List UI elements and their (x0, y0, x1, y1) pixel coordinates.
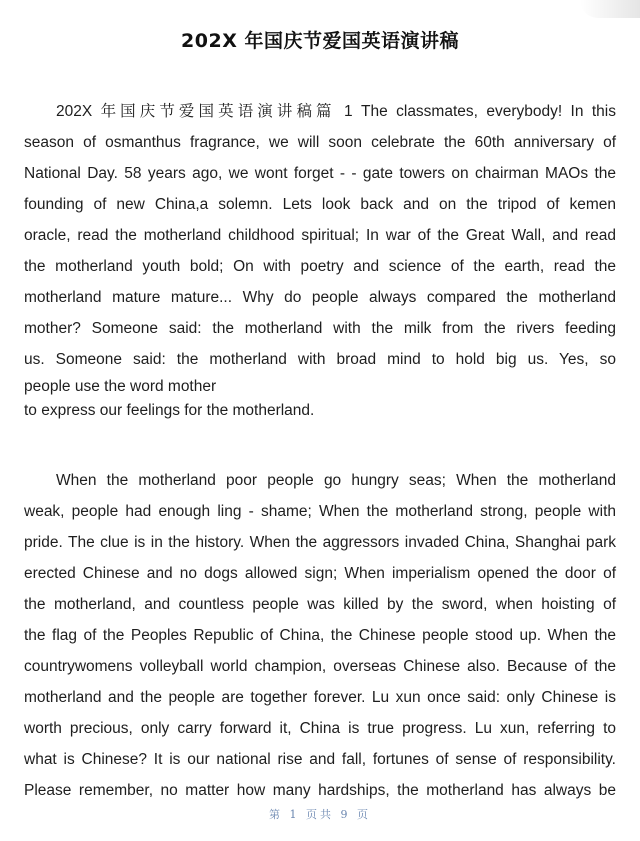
paragraph-line: motherland mature mature... Why do people always compared the motherland (24, 289, 616, 306)
paragraph-line: the motherland, and countless people was killed by the sword, when hoisting of (24, 596, 616, 613)
page-corner-shadow (580, 0, 640, 18)
paragraph-line: people use the word mother (24, 378, 217, 395)
paragraph-line: what is Chinese? It is our national rise and fall, fortunes of sense of responsibility. (24, 751, 616, 768)
paragraph-line: Please remember, no matter how many hardships, the motherland has always be (24, 782, 616, 799)
page-number-footer: 第 1 页共 9 页 (269, 808, 371, 821)
paragraph-line: oracle, read the motherland childhood spiritual; In war of the Great Wall, and read (24, 227, 616, 244)
paragraph-line: to express our feelings for the motherland. (24, 402, 315, 419)
paragraph-line: motherland and the people are together forever. Lu xun once said: only Chinese is (24, 689, 616, 706)
paragraph-line: the flag of the Peoples Republic of China, the Chinese people stood up. When the (24, 627, 616, 644)
document-title: 202X 年国庆节爱国英语演讲稿 (181, 30, 459, 52)
paragraph-line: weak, people had enough ling - shame; When the motherland strong, people with (24, 503, 616, 520)
paragraph-line: 202X 年国庆节爱国英语演讲稿篇 1 The classmates, everybody! In this (56, 103, 616, 120)
paragraph-line: us. Someone said: the motherland with broad mind to hold big us. Yes, so (24, 351, 616, 368)
paragraph-line: When the motherland poor people go hungry seas; When the motherland (56, 472, 616, 489)
paragraph-line: founding of new China,a solemn. Lets look back and on the tripod of kemen (24, 196, 616, 213)
paragraph-2 (24, 465, 616, 806)
paragraph-line: countrywomens volleyball world champion, overseas Chinese also. Because of the (24, 658, 616, 675)
paragraph-line: pride. The clue is in the history. When the aggressors invaded China, Shanghai park (24, 534, 616, 551)
paragraph-line: National Day. 58 years ago, we wont forget - - gate towers on chairman MAOs the (24, 165, 616, 182)
paragraph-line: worth precious, only carry forward it, China is true progress. Lu xun, referring to (24, 720, 616, 737)
paragraph-line: mother? Someone said: the motherland with the milk from the rivers feeding (24, 320, 616, 337)
paragraph-line: season of osmanthus fragrance, we will soon celebrate the 60th anniversary of (24, 134, 616, 151)
paragraph-line: erected Chinese and no dogs allowed sign; When imperialism opened the door of (24, 565, 616, 582)
paragraph-line: the motherland youth bold; On with poetry and science of the earth, read the (24, 258, 616, 275)
paragraph-1 (24, 96, 616, 423)
